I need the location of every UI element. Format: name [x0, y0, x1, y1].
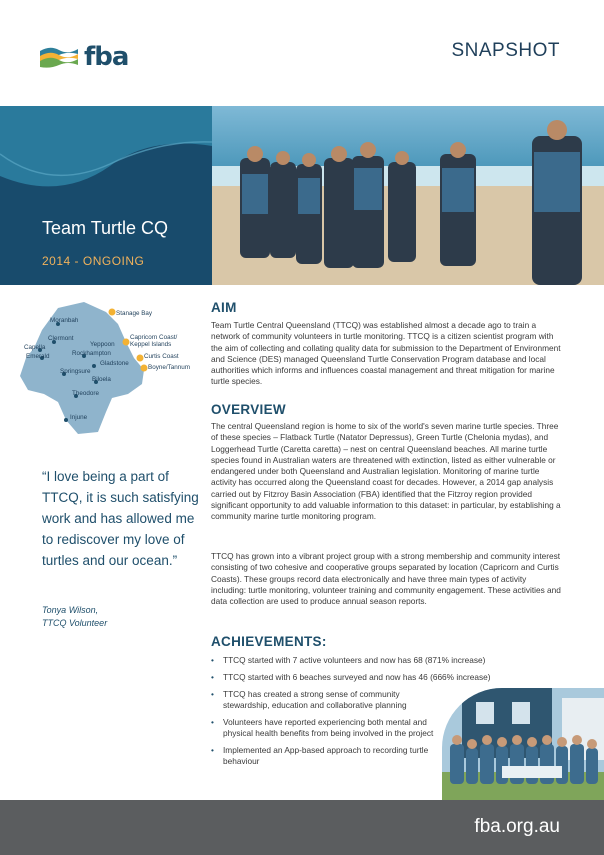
achievements-heading: ACHIEVEMENTS:	[211, 634, 327, 649]
achievement-item: • TTCQ has created a strong sense of community stewardship, education and collaborative planning	[211, 689, 437, 711]
map-label-springsure: Springsure	[60, 368, 91, 375]
map-label-stanage-bay: Stanage Bay	[116, 310, 153, 317]
hero-photo	[212, 106, 604, 285]
map-label-capella: Capella	[24, 344, 46, 351]
map-label-clermont: Clermont	[48, 335, 74, 342]
map-label-emerald: Emerald	[26, 353, 50, 360]
map-label-biloela: Biloela	[92, 376, 111, 383]
project-date: 2014 - ONGOING	[42, 254, 145, 268]
volunteer-quote: “I love being a part of TTCQ, it is such satisfying work and has allowed me to rediscover my love of turtles and our ocean.”	[42, 469, 199, 568]
map-label-curtis: Curtis Coast	[144, 353, 179, 360]
quote-attribution	[42, 604, 107, 630]
logo-text: fba	[84, 42, 129, 72]
quote-author: Tonya Wilson,	[42, 605, 99, 615]
project-title: Team Turtle CQ	[42, 218, 169, 238]
achievement-item: • TTCQ started with 7 active volunteers and now has 68 (871% increase)	[211, 655, 541, 666]
map-label-capricorn: Capricorn Coast/	[130, 334, 178, 341]
map-label-yeppoon: Yeppoon	[90, 341, 115, 348]
fba-logo-icon	[40, 45, 78, 69]
map-label-gladstone: Gladstone	[100, 360, 129, 367]
overview-paragraph-1: The central Queensland region is home to six of the world's seven marine turtle species. Three of these species – Flatback Turtle (Natator Depressus), Green Turtle (Chelonia mydas), and Loggerhead Turtle (Caretta caretta) – nest on central Queensland beaches. All marine turtle species found in Australian waters are threatened with extinction, listed as either vulnerable or endangered under both Queensland and Australian legislation. Monitoring of marine turtle activity has occurred along the Queensland coast for decades. However, a 2014 gap analysis carried out by Fitzroy Basin Association (FBA) identified that the Fitzroy region provided significant opportunity to add valuable information to this dataset: in particular, by establishing a community marine turtle monitoring program.	[211, 421, 561, 522]
map-label-keppel: Keppel Islands	[130, 341, 172, 348]
map-label-theodore: Theodore	[72, 390, 99, 397]
overview-paragraph-2: TTCQ has grown into a vibrant project group with a strong membership and community interest consisting of two cohesive and cooperative groups separated by location (Capricorn and Curtis Coasts). These groups record data electronically and have three main types of activity including: turtle monitoring, volunteer training and community engagement. These activities and data collection are used to produce annual season reports.	[211, 551, 561, 607]
quote-author-role: TTCQ Volunteer	[42, 618, 108, 628]
fba-logo	[40, 42, 128, 72]
map-label-moranbah: Moranbah	[50, 317, 79, 324]
document-type: SNAPSHOT	[451, 40, 560, 61]
achievement-item: • Volunteers have reported experiencing both mental and physical health benefits from being involved in the project	[211, 717, 437, 739]
group-photo	[442, 688, 604, 800]
footer-website-link[interactable]: fba.org.au	[474, 816, 560, 837]
achievement-item: • Implemented an App-based approach to recording turtle behaviour	[211, 745, 437, 767]
map-label-injune: Injune	[70, 414, 88, 421]
header	[0, 0, 604, 106]
region-map	[14, 298, 204, 436]
aim-body: Team Turtle Central Queensland (TTCQ) was established almost a decade ago to train a network of community volunteers in turtle monitoring. TTCQ is a citizen scientist program with the aim of collecting and collating quality data for submission to the Department of Environment and Science (DES) managed Queensland Turtle Conservation Program database and local authorities which informs and influences coastal management and threat mitigation for marine turtle species.	[211, 320, 561, 387]
map-label-boyne: Boyne/Tannum	[148, 364, 191, 371]
aim-heading: AIM	[211, 300, 237, 315]
map-label-rockhampton: Rockhampton	[72, 350, 111, 357]
overview-heading: OVERVIEW	[211, 402, 286, 417]
achievement-item: • TTCQ started with 6 beaches surveyed and now has 46 (666% increase)	[211, 672, 541, 683]
